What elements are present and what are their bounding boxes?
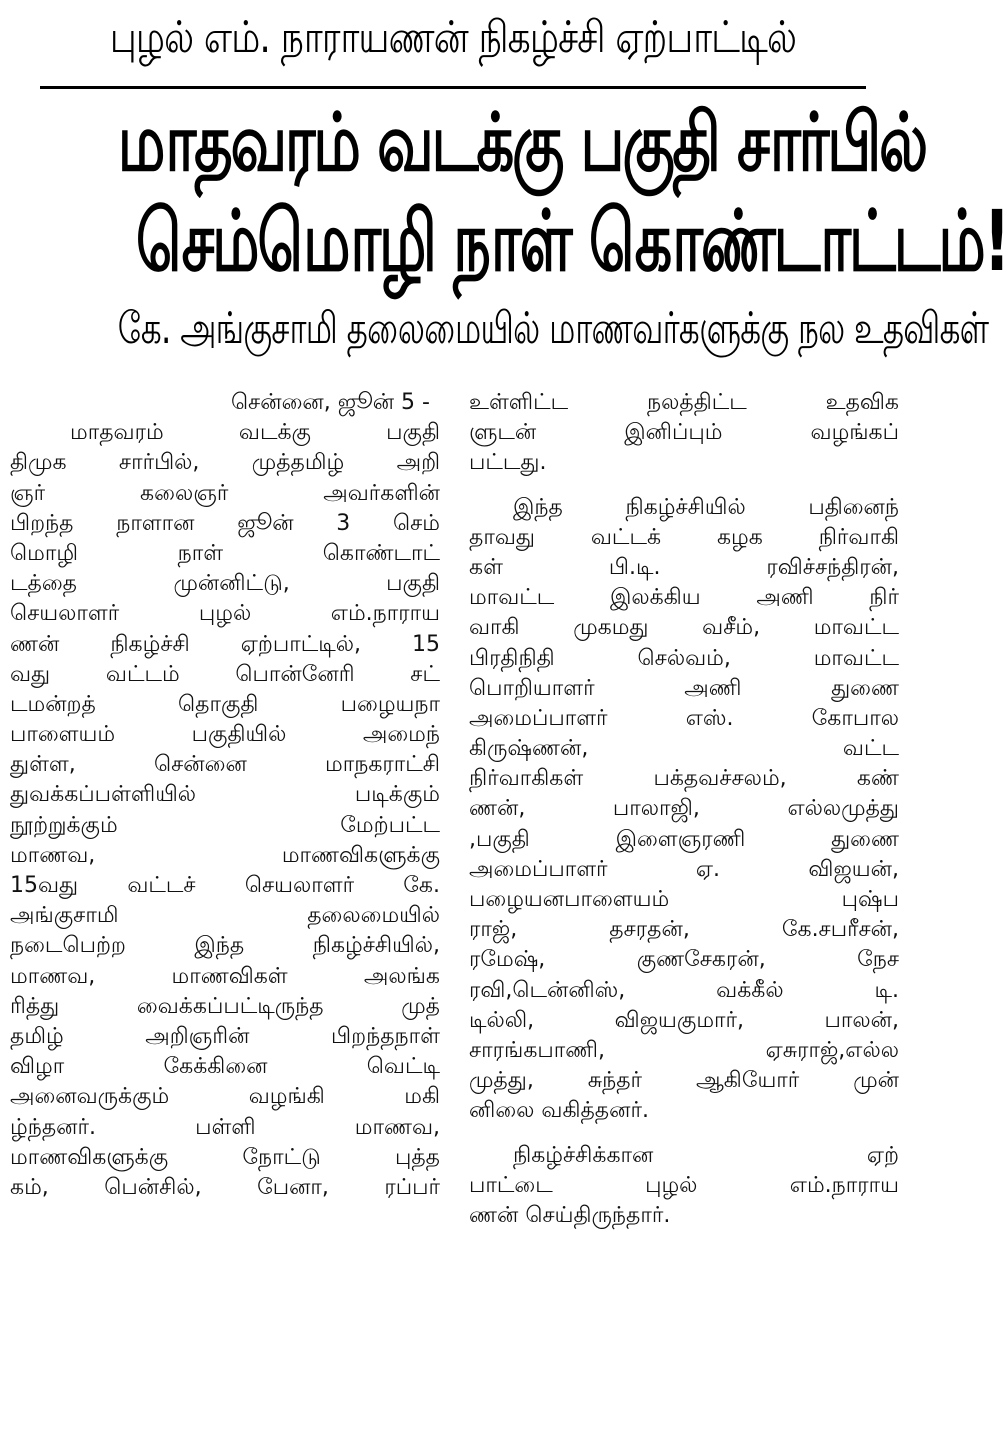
text-line: டில்லி, விஜயகுமார், பாலன், bbox=[469, 1007, 899, 1033]
text-line: முத்து, சுந்தர் ஆகியோர் முன் bbox=[469, 1068, 899, 1094]
text-line: துள்ள, சென்னை மாநகராட்சி bbox=[10, 752, 440, 778]
text-line: டமன்றத் தொகுதி பழையநா bbox=[10, 691, 440, 717]
title-line-2: செம்மொழி நாள் கொண்டாட்டம்! bbox=[135, 192, 1008, 290]
text-line: கள் பி.டி. ரவிச்சந்திரன், bbox=[469, 554, 899, 580]
text-line: மாணவிகளுக்கு நோட்டு புத்த bbox=[10, 1144, 440, 1170]
article-column-left bbox=[10, 388, 440, 1203]
text-line: வாகி முகமது வசீம், மாவட்ட bbox=[469, 615, 899, 641]
text-line: தாவது வட்டக் கழக நிர்வாகி bbox=[469, 524, 899, 550]
text-line: அங்குசாமி தலைமையில் bbox=[10, 903, 440, 929]
text-line: அமைப்பாளர் ஏ. விஜயன், bbox=[469, 856, 899, 882]
text-line: பொறியாளர் அணி துணை bbox=[469, 675, 899, 701]
text-line: ரவி,டென்னிஸ், வக்கீல் டி. bbox=[469, 977, 899, 1003]
text-line: சாரங்கபாணி, ஏசுராஜ்,எல்ல bbox=[469, 1037, 899, 1063]
article-column-right bbox=[469, 388, 899, 1231]
text-line: மாவட்ட இலக்கிய அணி நிர் bbox=[469, 585, 899, 611]
text-line: ழ்ந்தனர். பள்ளி மாணவ, bbox=[10, 1114, 440, 1140]
text-line: பாட்டை புழல் எம்.நாராய bbox=[469, 1172, 899, 1198]
text-line: விழா கேக்கினை வெட்டி bbox=[10, 1054, 440, 1080]
text-line: ணன், பாலாஜி, எல்லமுத்து bbox=[469, 796, 899, 822]
text-line: ணன் நிகழ்ச்சி ஏற்பாட்டில், 15 bbox=[10, 631, 440, 657]
text-line: செயலாளர் புழல் எம்.நாராய bbox=[10, 601, 440, 627]
text-line: பிறந்த நாளான ஜூன் 3 செம் bbox=[10, 510, 440, 536]
text-line: டத்தை முன்னிட்டு, பகுதி bbox=[10, 571, 440, 597]
kicker-headline: புழல் எம். நாராயணன் நிகழ்ச்சி ஏற்பாட்டில் bbox=[109, 12, 797, 63]
title-line-1: மாதவரம் வடக்கு பகுதி சார்பில் bbox=[117, 96, 926, 189]
text-line: மொழி நாள் கொண்டாட் bbox=[10, 540, 440, 566]
text-line: ,பகுதி இளைஞரணி துணை bbox=[469, 826, 899, 852]
text-line: நிகழ்ச்சிக்கான ஏற் bbox=[513, 1142, 899, 1168]
text-line: பட்டது. bbox=[469, 450, 547, 476]
text-line: மாதவரம் வடக்கு பகுதி bbox=[70, 420, 440, 446]
text-line: கிருஷ்ணன், வட்ட bbox=[469, 736, 899, 762]
text-line: மாணவ, மாணவிகள் அலங்க bbox=[10, 963, 440, 989]
text-line: திமுக சார்பில், முத்தமிழ் அறி bbox=[10, 450, 440, 476]
text-line: பாளையம் பகுதியில் அமைந் bbox=[10, 722, 440, 748]
text-line: அமைப்பாளர் எஸ். கோபால bbox=[469, 705, 899, 731]
text-line: 15வது வட்டச் செயலாளர் கே. bbox=[10, 873, 440, 898]
text-line: மாணவ, மாணவிகளுக்கு bbox=[10, 842, 440, 868]
text-line: கம், பென்சில், பேனா, ரப்பர் bbox=[10, 1174, 440, 1200]
text-line: தமிழ் அறிஞரின் பிறந்தநாள் bbox=[10, 1023, 440, 1049]
text-line: பிரதிநிதி செல்வம், மாவட்ட bbox=[469, 645, 899, 671]
dateline: சென்னை, ஜூன் 5 - bbox=[230, 390, 430, 415]
text-line: துவக்கப்பள்ளியில் படிக்கும் bbox=[10, 782, 440, 808]
text-line: வது வட்டம் பொன்னேரி சட் bbox=[10, 661, 440, 687]
text-line: உள்ளிட்ட நலத்திட்ட உதவிக bbox=[469, 390, 899, 415]
text-line: நடைபெற்ற இந்த நிகழ்ச்சியில், bbox=[10, 933, 440, 959]
text-line: ரமேஷ், குணசேகரன், நேச bbox=[469, 947, 899, 973]
text-line: நிர்வாகிகள் பக்தவச்சலம், கண் bbox=[469, 766, 899, 792]
text-line: ணன் செய்திருந்தார். bbox=[469, 1202, 671, 1228]
text-line: ரித்து வைக்கப்பட்டிருந்த முத் bbox=[10, 993, 440, 1019]
text-line: நூற்றுக்கும் மேற்பட்ட bbox=[10, 812, 440, 838]
text-line: னிலை வகித்தனர். bbox=[469, 1098, 649, 1124]
text-line: ளுடன் இனிப்பும் வழங்கப் bbox=[469, 420, 899, 446]
text-line: ராஜ், தசரதன், கே.சபரீசன், bbox=[469, 917, 899, 943]
text-line: அனைவருக்கும் வழங்கி மகி bbox=[10, 1084, 440, 1110]
text-line: இந்த நிகழ்ச்சியில் பதினைந் bbox=[513, 494, 899, 520]
text-line: பழையனபாளையம் புஷ்ப bbox=[469, 887, 899, 912]
subheadline: கே. அங்குசாமி தலைமையில் மாணவர்களுக்கு நல உதவிகள் bbox=[117, 303, 989, 354]
text-line: ஞர் கலைஞர் அவர்களின் bbox=[10, 480, 440, 506]
headline-rule bbox=[40, 86, 866, 89]
